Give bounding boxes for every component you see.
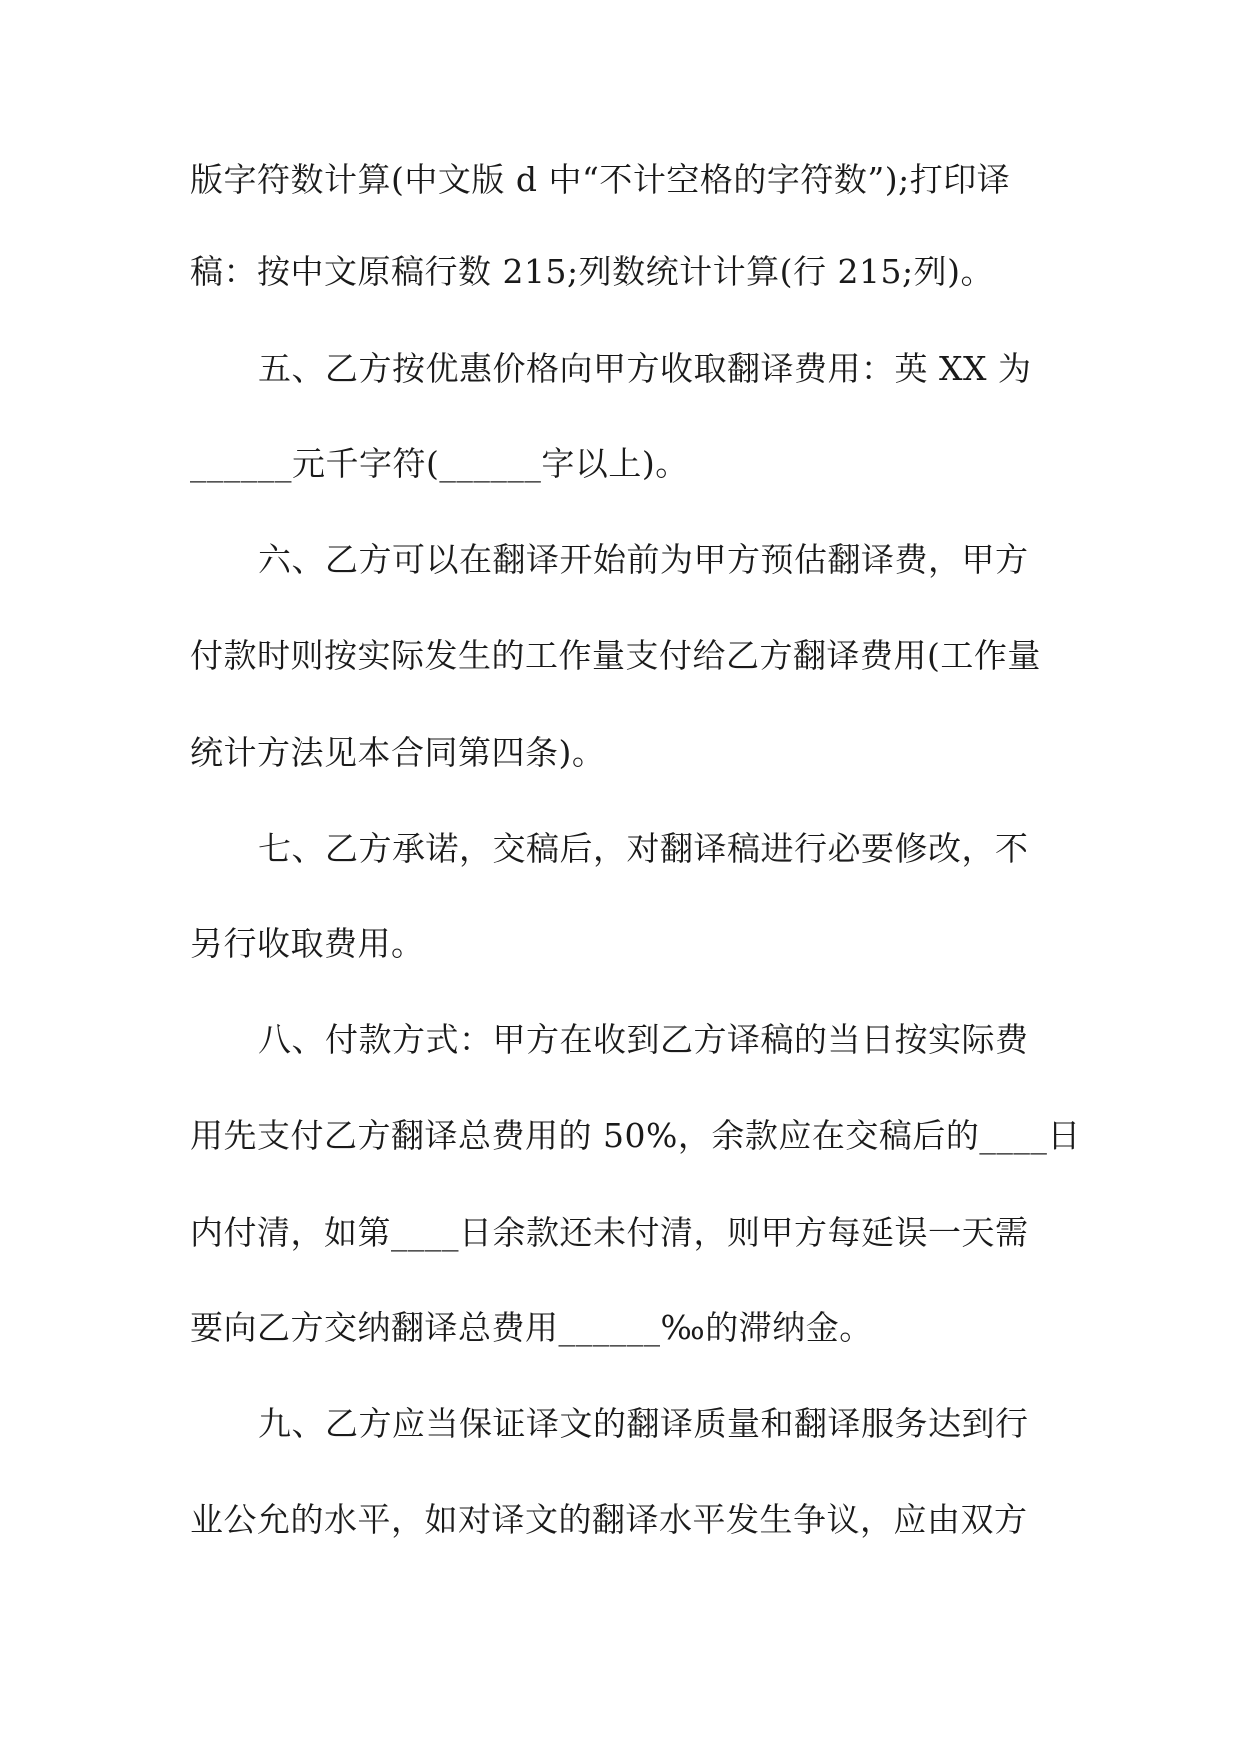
text-line: 内付清，如第____日余款还未付清，则甲方每延误一天需	[190, 1213, 1029, 1252]
text-line: 统计方法见本合同第四条)。	[190, 733, 606, 772]
paragraph-seven: 七、乙方承诺，交稿后，对翻译稿进行必要修改，不	[258, 829, 1029, 868]
paragraph-five: 五、乙方按优惠价格向甲方收取翻译费用：英 XX 为	[258, 349, 1032, 388]
paragraph-nine: 九、乙方应当保证译文的翻译质量和翻译服务达到行	[258, 1404, 1029, 1443]
text-line: 用先支付乙方翻译总费用的 50%，余款应在交稿后的____日	[190, 1116, 1081, 1155]
text-line: 稿：按中文原稿行数 215;列数统计计算(行 215;列)。	[190, 252, 994, 291]
paragraph-eight: 八、付款方式：甲方在收到乙方译稿的当日按实际费	[258, 1020, 1029, 1059]
text-line: ______元千字符(______字以上)。	[190, 444, 689, 483]
text-line: 要向乙方交纳翻译总费用______‰的滞纳金。	[190, 1308, 873, 1347]
text-line: 另行收取费用。	[190, 924, 425, 963]
text-line: 付款时则按实际发生的工作量支付给乙方翻译费用(工作量	[190, 636, 1041, 675]
paragraph-six: 六、乙方可以在翻译开始前为甲方预估翻译费，甲方	[258, 540, 1029, 579]
text-line: 版字符数计算(中文版 d 中“不计空格的字符数”);打印译	[190, 160, 1011, 199]
text-line: 业公允的水平，如对译文的翻译水平发生争议，应由双方	[190, 1500, 1028, 1539]
